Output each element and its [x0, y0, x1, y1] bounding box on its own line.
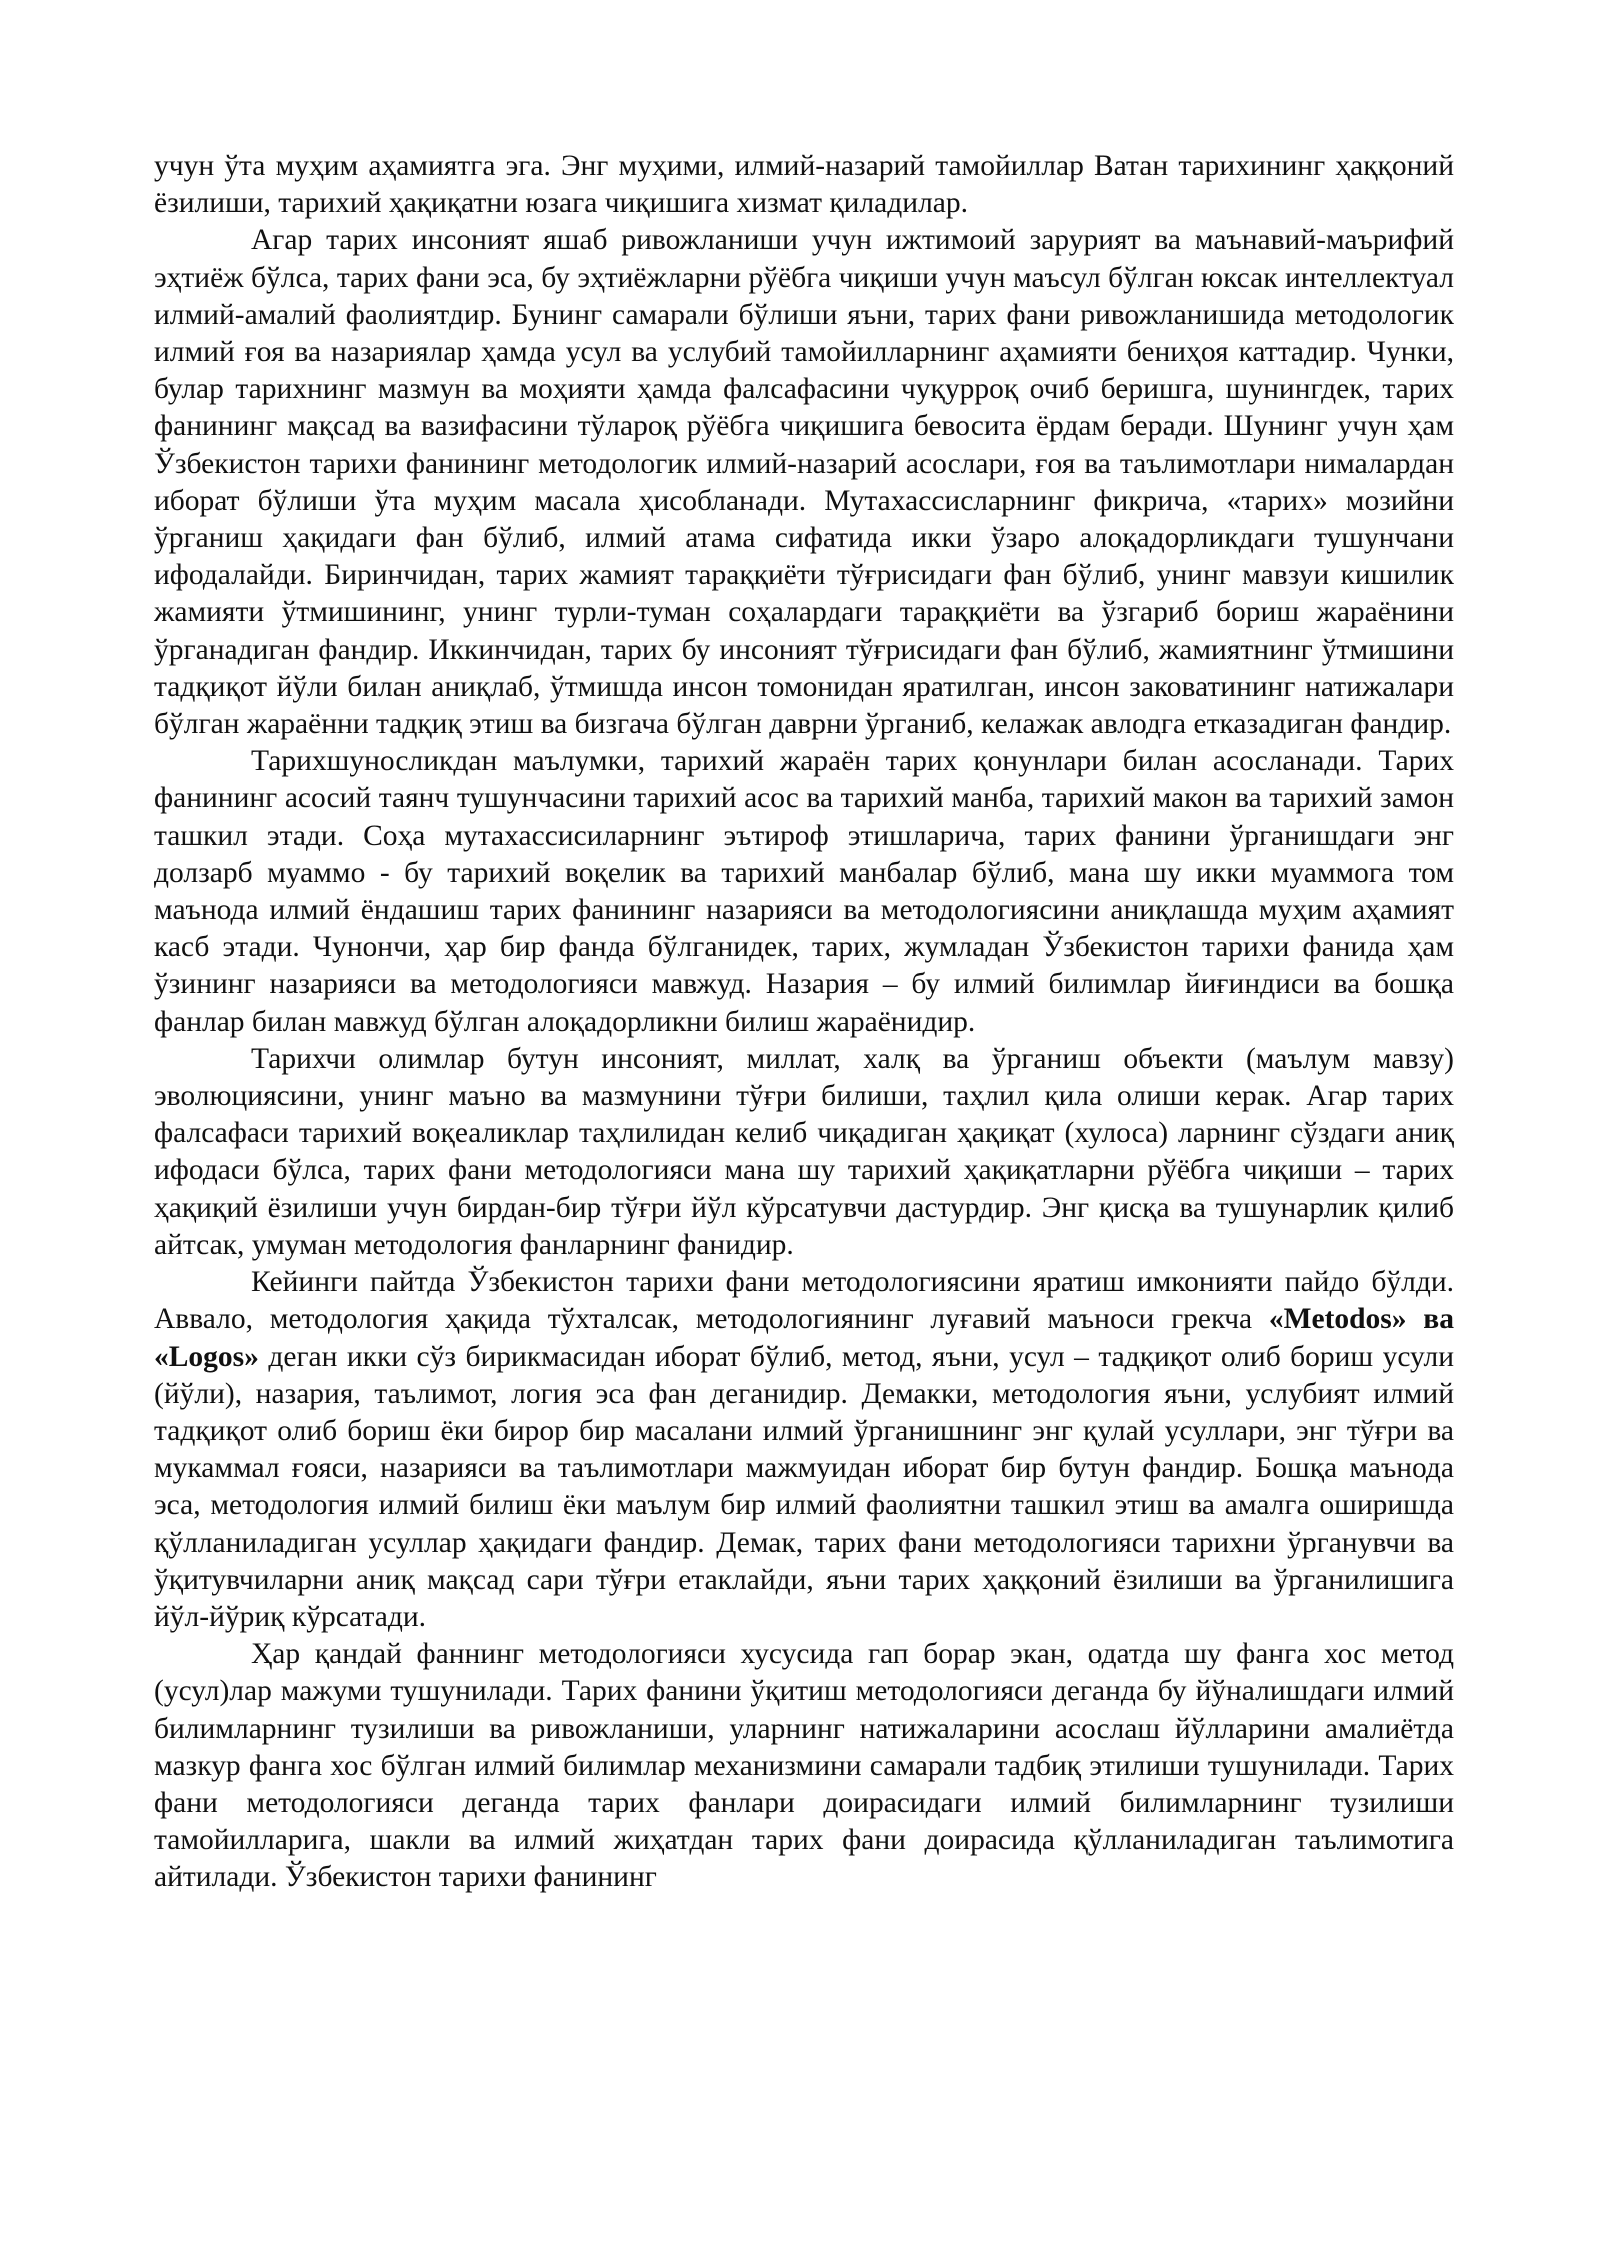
paragraph-5 [154, 1264, 1454, 1636]
paragraph-1: учун ўта муҳим аҳамиятга эга. Энг муҳими, илмий-назарий тамойиллар Ватан тарихининг ҳаққоний ёзилиши, тарихий ҳақиқатни юзага чиқишига хизмат қиладилар. [154, 150, 1454, 220]
term-metodos-logos: «Metodos» ва «Logos» [154, 1303, 1454, 1373]
paragraph-6: Ҳар қандай фаннинг методологияси хусусида гап борар экан, одатда шу фанга хос метод (усул)лар мажуми тушунилади. Тарих фанини ўқитиш методологияси деганда бу йўналишдаги илмий билимларнинг тузилиши ва ривожланиши, уларнинг натижаларини асослаш йўлларини амалиётда мазкур фанга хос бўлган илмий билимлар механизмини самарали тадбиқ этилиши тушунилади. Тарих фани методологияси деганда тарих фанлари доирасидаги илмий билимларнинг тузилиши тамойилларига, шакли ва илмий жиҳатдан тарих фани доирасида қўлланиладиган таълимотига айтилади. Ўзбекистон тарихи фанининг [154, 1638, 1454, 1894]
paragraph-5-text-after: деган икки сўз бирикмасидан иборат бўлиб, метод, яъни, усул – тадқиқот олиб бориш усули (йўли), назария, таълимот, логия эса фан деганидир. Демакки, методология яъни, услубият илмий тадқиқот олиб бориш ёки бирор бир масалани илмий ўрганишнинг энг қулай усуллари, энг тўғри ва мукаммал ғояси, назарияси ва таълимотлари мажмуидан иборат бир бутун фандир. Бошқа маънода эса, методология илмий билиш ёки маълум бир илмий фаолиятни ташкил этиш ва амалга оширишда қўлланиладиган усуллар ҳақидаги фандир. Демак, тарих фани методологияси тарихни ўрганувчи ва ўқитувчиларни аниқ мақсад сари тўғри етаклайди, яъни тарих ҳаққоний ёзилиши ва ўрганилишига йўл-йўриқ кўрсатади. [154, 1340, 1454, 1633]
document-page [154, 148, 1454, 1897]
paragraph-5-text-before: Кейинги пайтда Ўзбекистон тарихи фани методологиясини яратиш имконияти пайдо бўлди. Аввало, методология ҳақида тўхталсак, методологиянинг луғавий маъноси грекча [154, 1266, 1454, 1336]
paragraph-4: Тарихчи олимлар бутун инсоният, миллат, халқ ва ўрганиш объекти (маълум мавзу) эволюциясини, унинг маъно ва мазмунини тўғри билиши, таҳлил қила олиши керак. Агар тарих фалсафаси тарихий воқеаликлар таҳлилидан келиб чиқадиган ҳақиқат (хулоса) ларнинг сўздаги аниқ ифодаси бўлса, тарих фани методологияси мана шу тарихий ҳақиқатларни рўёбга чиқиши – тарих ҳақиқий ёзилиши учун бирдан-бир тўғри йўл кўрсатувчи дастурдир. Энг қисқа ва тушунарлик қилиб айтсак, умуман методология фанларнинг фанидир. [154, 1042, 1454, 1261]
paragraph-2: Агар тарих инсоният яшаб ривожланиши учун ижтимоий зарурият ва маънавий-маърифий эҳтиёж бўлса, тарих фани эса, бу эҳтиёжларни рўёбга чиқиши учун маъсул бўлган юксак интеллектуал илмий-амалий фаолиятдир. Бунинг самарали бўлиши яъни, тарих фани ривожланишида методологик илмий ғоя ва назариялар ҳамда усул ва услубий тамойилларнинг аҳамияти бениҳоя каттадир. Чунки, булар тарихнинг мазмун ва моҳияти ҳамда фалсафасини чуқурроқ очиб беришга, шунингдек, тарих фанининг мақсад ва вазифасини тўлароқ рўёбга чиқишига бевосита ёрдам беради. Шунинг учун ҳам Ўзбекистон тарихи фанининг методологик илмий-назарий асослари, ғоя ва таълимотлари нималардан иборат бўлиши ўта муҳим масала ҳисобланади. Мутахассисларнинг фикрича, «тарих» мозийни ўрганиш ҳақидаги фан бўлиб, илмий атама сифатида икки ўзаро алоқадорликдаги тушунчани ифодалайди. Биринчидан, тарих жамият тараққиёти тўғрисидаги фан бўлиб, унинг мавзуи кишилик жамияти ўтмишининг, унинг турли-туман соҳалардаги тараққиёти ва ўзгариб бориш жараёнини ўрганадиган фандир. Иккинчидан, тарих бу инсоният тўғрисидаги фан бўлиб, жамиятнинг ўтмишини тадқиқот йўли билан аниқлаб, ўтмишда инсон томонидан яратилган, инсон заковатининг натижалари бўлган жараённи тадқиқ этиш ва бизгача бўлган даврни ўрганиб, келажак авлодга етказадиган фандир. [154, 224, 1454, 741]
paragraph-3: Тарихшуносликдан маълумки, тарихий жараён тарих қонунлари билан асосланади. Тарих фанининг асосий таянч тушунчасини тарихий асос ва тарихий манба, тарихий макон ва тарихий замон ташкил этади. Соҳа мутахассисиларнинг эътироф этишларича, тарих фанини ўрганишдаги энг долзарб муаммо - бу тарихий воқелик ва тарихий манбалар бўлиб, мана шу икки муаммога том маънода илмий ёндашиш тарих фанининг назарияси ва методологиясини аниқлашда муҳим аҳамият касб этади. Чунончи, ҳар бир фанда бўлганидек, тарих, жумладан Ўзбекистон тарихи фанида ҳам ўзининг назарияси ва методологияси мавжуд. Назария – бу илмий билимлар йиғиндиси ва бошқа фанлар билан мавжуд бўлган алоқадорликни билиш жараёнидир. [154, 745, 1454, 1038]
